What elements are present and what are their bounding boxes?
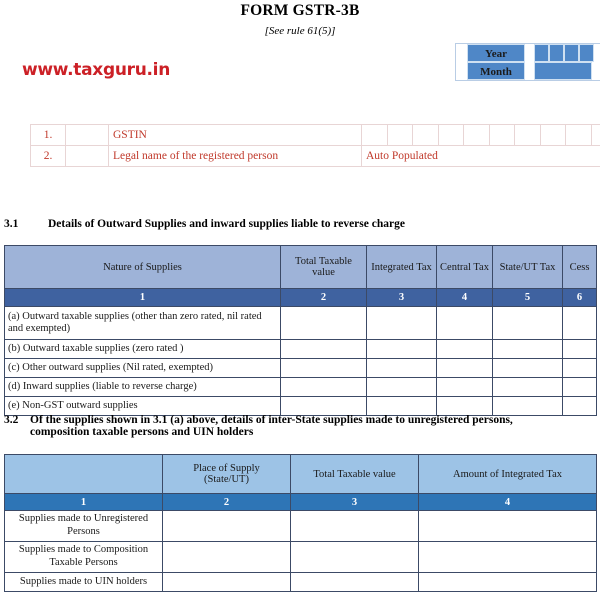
table-row-gstin [31,125,600,146]
col-number-3: 3 [367,289,437,307]
gstin-char-box-6[interactable] [489,125,515,146]
year-digit-box-1[interactable] [534,44,549,62]
col-number-2: 2 [163,494,291,511]
section-31-number: 3.1 [4,218,48,230]
month-row [456,62,600,80]
table-row [5,573,597,592]
row-label-b: (b) Outward taxable supplies (zero rated ) [5,340,281,359]
gstin-char-box-7[interactable] [515,125,541,146]
site-watermark: www.taxguru.in [22,60,170,80]
col-header-place-of-supply [163,455,291,494]
composition-persons-line2: Taxable Persons [49,557,117,568]
gstin-char-box-10[interactable] [591,125,600,146]
row-label-d: (d) Inward supplies (liable to reverse charge) [5,378,281,397]
legal-name-label: Legal name of the registered person [109,146,362,167]
col-header-supply-category [5,455,163,494]
col-number-1: 1 [5,289,281,307]
table-row [5,359,597,378]
table-row [5,307,597,340]
unregistered-persons-line2: Persons [67,526,100,537]
row-d-total-taxable-value[interactable] [281,378,367,397]
row-c-state-ut-tax[interactable] [493,359,563,378]
row-b-cess[interactable] [563,340,597,359]
col-header-central-tax: Central Tax [437,246,493,289]
gstin-char-box-3[interactable] [413,125,439,146]
table-header-row [5,246,597,289]
table-row [5,378,597,397]
row-label-unregistered-persons [5,511,163,542]
row-a-total-taxable-value[interactable] [281,307,367,340]
year-row-left-pad [456,44,467,62]
row-c-cess[interactable] [563,359,597,378]
legal-name-value: Auto Populated [362,146,600,167]
row-b-central-tax[interactable] [437,340,493,359]
table-row [5,340,597,359]
row-spacer-2 [66,146,109,167]
form-title: FORM GSTR-3B [0,2,600,20]
gstin-char-box-4[interactable] [438,125,464,146]
section-32-title-line2: composition taxable persons and UIN holders [30,426,596,438]
row-a-integrated-tax[interactable] [367,307,437,340]
month-input-field[interactable] [534,62,592,80]
section-32-number: 3.2 [4,414,30,438]
unregistered-persons-line1: Supplies made to Unregistered [19,513,148,524]
row-e-cess[interactable] [563,397,597,416]
outward-supplies-table [4,245,597,416]
section-32-title [30,414,596,438]
section-32-heading [4,414,596,438]
table-header-row [5,455,597,494]
row-e-integrated-tax[interactable] [367,397,437,416]
unregistered-place-of-supply[interactable] [163,511,291,542]
table-row [5,511,597,542]
row-b-total-taxable-value[interactable] [281,340,367,359]
row-c-total-taxable-value[interactable] [281,359,367,378]
table-row-legal-name [31,146,600,167]
col-header-amount-of-integrated-tax: Amount of Integrated Tax [419,455,597,494]
month-gap [525,62,534,80]
section-31-heading [4,218,584,230]
col-number-2: 2 [281,289,367,307]
section-32-title-line1: Of the supplies shown in 3.1 (a) above, details of inter-State supplies made to unregistered persons, [30,414,513,426]
identity-table [30,124,600,167]
row-c-central-tax[interactable] [437,359,493,378]
row-a-state-ut-tax[interactable] [493,307,563,340]
uin-total-taxable-value[interactable] [291,573,419,592]
row-number-1: 1. [31,125,66,146]
year-digit-box-2[interactable] [549,44,564,62]
gstin-label: GSTIN [109,125,362,146]
table-row [5,397,597,416]
row-c-integrated-tax[interactable] [367,359,437,378]
month-row-right-pad [592,62,600,80]
row-a-central-tax[interactable] [437,307,493,340]
row-d-integrated-tax[interactable] [367,378,437,397]
row-label-composition-taxable-persons [5,542,163,573]
unregistered-total-taxable-value[interactable] [291,511,419,542]
col-number-3: 3 [291,494,419,511]
year-gap [525,44,534,62]
col-header-nature-of-supplies: Nature of Supplies [5,246,281,289]
row-e-central-tax[interactable] [437,397,493,416]
row-d-central-tax[interactable] [437,378,493,397]
col-number-1: 1 [5,494,163,511]
unregistered-integrated-tax[interactable] [419,511,597,542]
period-selector[interactable] [455,43,600,81]
row-label-a: (a) Outward taxable supplies (other than zero rated, nil rated and exempted) [5,307,281,340]
gstin-char-box-9[interactable] [566,125,592,146]
year-row-right-pad [594,44,600,62]
col-number-5: 5 [493,289,563,307]
composition-integrated-tax[interactable] [419,542,597,573]
interstate-supplies-table [4,454,597,592]
uin-integrated-tax[interactable] [419,573,597,592]
table-column-number-row [5,494,597,511]
year-digit-box-3[interactable] [564,44,579,62]
col-header-total-taxable-value: Total Taxable value [291,455,419,494]
col-header-state-ut-tax: State/UT Tax [493,246,563,289]
section-31-title: Details of Outward Supplies and inward supplies liable to reverse charge [48,218,584,230]
row-b-integrated-tax[interactable] [367,340,437,359]
gstin-char-box-5[interactable] [464,125,490,146]
gstin-char-box-8[interactable] [540,125,566,146]
year-label: Year [467,44,525,62]
composition-persons-line1: Supplies made to Composition [19,544,148,555]
form-subtitle: [See rule 61(5)] [0,25,600,37]
col-number-6: 6 [563,289,597,307]
row-e-state-ut-tax[interactable] [493,397,563,416]
place-of-supply-line2: (State/UT) [204,474,249,485]
table-row [5,542,597,573]
row-number-2: 2. [31,146,66,167]
year-input-cells[interactable] [534,44,594,62]
month-label: Month [467,62,525,80]
row-d-state-ut-tax[interactable] [493,378,563,397]
row-spacer-1 [66,125,109,146]
composition-place-of-supply[interactable] [163,542,291,573]
year-row [456,44,600,62]
col-header-integrated-tax: Integrated Tax [367,246,437,289]
gstin-char-box-1[interactable] [362,125,388,146]
col-header-total-taxable-value: Total Taxable value [281,246,367,289]
table-column-number-row [5,289,597,307]
composition-total-taxable-value[interactable] [291,542,419,573]
row-e-total-taxable-value[interactable] [281,397,367,416]
row-b-state-ut-tax[interactable] [493,340,563,359]
year-digit-box-4[interactable] [579,44,594,62]
row-label-uin-holders: Supplies made to UIN holders [5,573,163,592]
row-label-e: (e) Non-GST outward supplies [5,397,281,416]
month-row-left-pad [456,62,467,80]
place-of-supply-line1: Place of Supply [193,463,260,474]
row-d-cess[interactable] [563,378,597,397]
gstin-char-box-2[interactable] [387,125,413,146]
row-a-cess[interactable] [563,307,597,340]
col-header-cess: Cess [563,246,597,289]
col-number-4: 4 [437,289,493,307]
uin-place-of-supply[interactable] [163,573,291,592]
row-label-c: (c) Other outward supplies (Nil rated, exempted) [5,359,281,378]
col-number-4: 4 [419,494,597,511]
